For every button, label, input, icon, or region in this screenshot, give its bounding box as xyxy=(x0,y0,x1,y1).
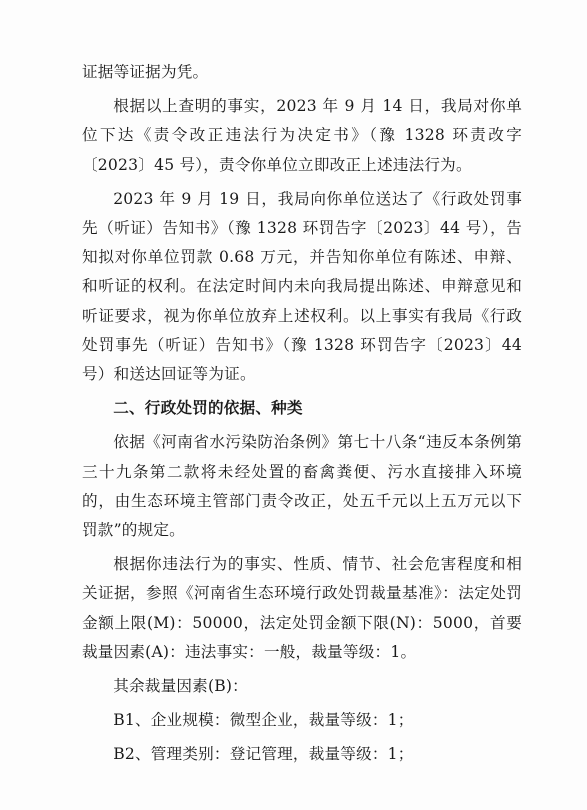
paragraph-2: 2023 年 9 月 19 日，我局向你单位送达了《行政处罚事先（听证）告知书》（豫 1328 环罚告字〔2023〕44 号），告知拟对你单位罚款 0.68 万元，并告知你单位有陈述、申辩、和听证的权利。在法定时间内未向我局提出陈述、申辩意见和听证要求，视为你单位放弃上述权利。以上事实有我局《行政处罚事先（听证）告知书》（豫 1328 环罚告字〔2023〕44 号）和送达回证等为证。 xyxy=(82,189,522,384)
section-heading: 二、行政处罚的依据、种类 xyxy=(113,399,303,418)
paragraph-8: B2、管理类别：登记管理，裁量等级：1； xyxy=(113,745,414,764)
paragraph-4: 依据《河南省水污染防治条例》第七十八条“违反本条例第三十九条第二款将未经处置的畜禽粪便、污水直接排入环境的，由生态环境主管部门责令改正，处五千元以上五万元以下罚款”的规定。 xyxy=(82,433,522,540)
paragraph-1: 根据以上查明的事实，2023 年 9 月 14 日，我局对你单位下达《责令改正违法行为决定书》（豫 1328 环责改字〔2023〕45 号），责令你单位立即改正上述违法行为。 xyxy=(82,97,522,174)
document-body xyxy=(82,58,522,775)
paragraph-5: 根据你违法行为的事实、性质、情节、社会危害程度和相关证据，参照《河南省生态环境行政处罚裁量基准》：法定处罚金额上限(M)：50000，法定处罚金额下限(N)：5000，首要裁量因素(A)：违法事实：一般，裁量等级：1。 xyxy=(82,555,522,661)
paragraph-6: 其余裁量因素(B)： xyxy=(113,677,248,696)
paragraph-7: B1、企业规模：微型企业，裁量等级：1； xyxy=(113,711,414,730)
paragraph-0: 证据等证据为凭。 xyxy=(82,63,209,81)
